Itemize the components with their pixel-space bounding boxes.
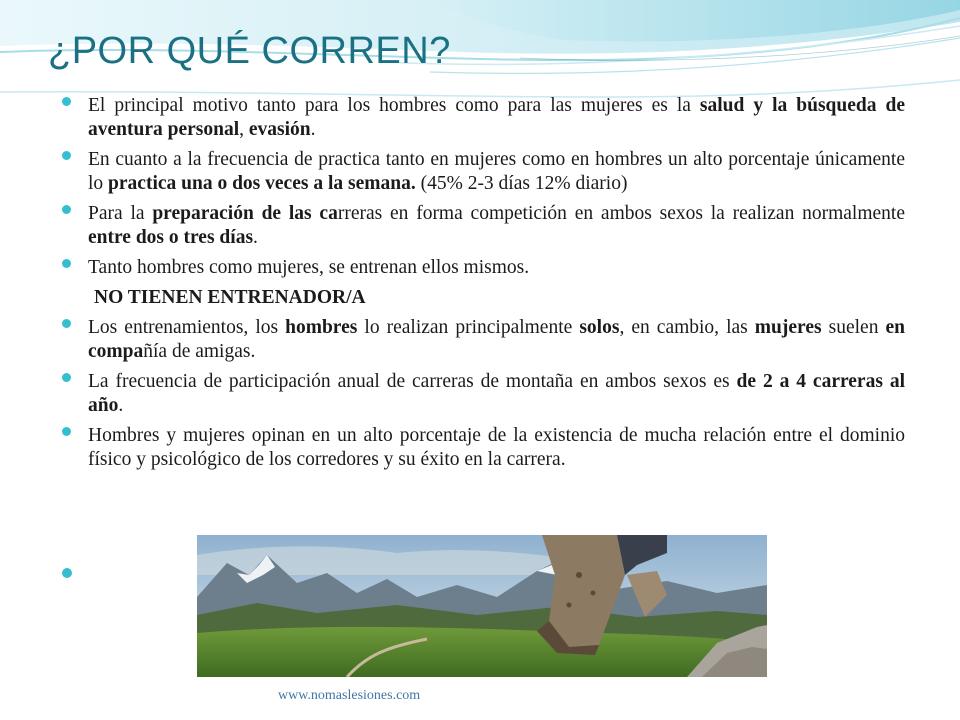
bullet-dot-icon [62, 259, 71, 268]
bullet-item-annual-races: La frecuencia de participación anual de carreras de montaña en ambos sexos es de 2 a 4 carreras al año. [88, 370, 905, 418]
bullet-dot-icon [62, 151, 71, 160]
bullet-list [88, 94, 905, 478]
mountain-runner-photo [197, 535, 767, 677]
bullet-item-frequency: En cuanto a la frecuencia de practica tanto en mujeres como en hombres un alto porcentaje únicamente lo practica una o dos veces a la semana. (45% 2-3 días 12% diario) [88, 148, 905, 196]
bullet-item-training-company: Los entrenamientos, los hombres lo realizan principalmente solos, en cambio, las mujeres suelen en compañía de amigas. [88, 316, 905, 364]
bullet-dot-icon [62, 319, 71, 328]
slide-title: ¿POR QUÉ CORREN? [48, 30, 451, 72]
bullet-dot-icon [62, 373, 71, 382]
bullet-dot-icon [62, 205, 71, 214]
bullet-item-health-motive: El principal motivo tanto para los hombres como para las mujeres es la salud y la búsqueda de aventura personal, evasión. [88, 94, 905, 142]
mountain-runner-illustration [197, 535, 767, 677]
bullet-item-physical-psychological: Hombres y mujeres opinan en un alto porcentaje de la existencia de mucha relación entre el dominio físico y psicológico de los corredores y su éxito en la carrera. [88, 424, 905, 472]
footer-url: www.nomaslesiones.com [278, 688, 421, 703]
bullet-item-self-training: Tanto hombres como mujeres, se entrenan ellos mismos. [88, 256, 905, 280]
bullet-dot-icon [62, 427, 71, 436]
bullet-dot-icon [62, 97, 71, 106]
no-coach-line: NO TIENEN ENTRENADOR/A [94, 287, 366, 308]
empty-bullet-dot-icon [62, 568, 72, 578]
bullet-item-race-preparation: Para la preparación de las carreras en forma competición en ambos sexos la realizan normalmente entre dos o tres días. [88, 202, 905, 250]
